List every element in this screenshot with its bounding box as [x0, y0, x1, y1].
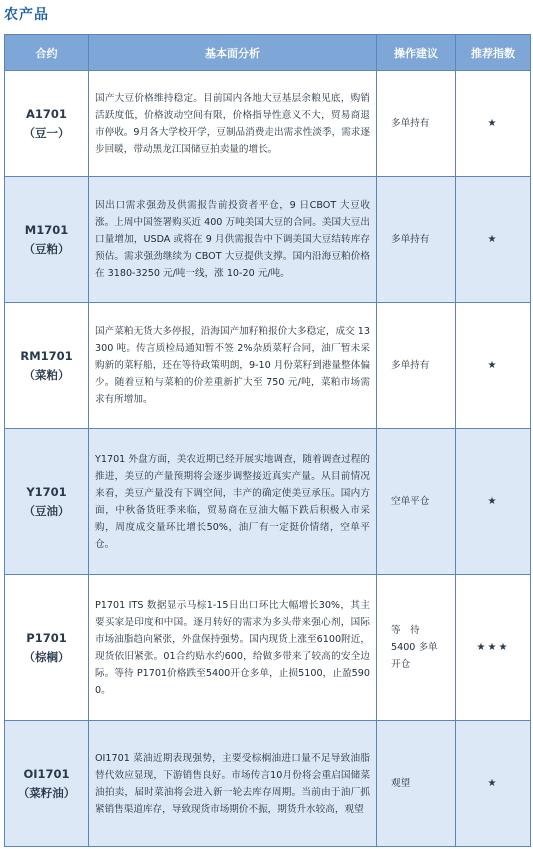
contract-cell: [5, 177, 89, 303]
contract-code: P1701: [26, 630, 67, 645]
table-row: [5, 429, 531, 575]
analysis-cell: OI1701 菜油近期表现强势，主要受棕榈油进口量不足导致油脂替代效应显现，下游销售良好。市场传言10月份将会重启国储菜油拍卖，届时菜油将会进入新一轮去库存周期。当前由于油厂抓紧销售渠道库存，导致现货市场期价不振，期货升水较高，观望: [89, 721, 377, 847]
section-title: 农产品: [4, 7, 49, 23]
header-index: 推荐指数: [456, 35, 531, 71]
table-row: [5, 177, 531, 303]
header-advice: 操作建议: [377, 35, 456, 71]
contract-code: OI1701: [23, 766, 70, 781]
table-row: [5, 71, 531, 177]
star-rating: ★★★: [456, 575, 531, 721]
header-contract: 合约: [5, 35, 89, 71]
contract-cell: [5, 721, 89, 847]
star-rating: ★: [456, 303, 531, 429]
contract-name: （豆一）: [23, 125, 70, 140]
contract-cell: [5, 71, 89, 177]
table-row: [5, 303, 531, 429]
analysis-cell: 因出口需求强劲及供需报告前投资者平仓，9 日CBOT 大豆收涨。上周中国签署购买近 400 万吨美国大豆的合同。美国大豆出口量增加，USDA 或将在 9 月供需报告中下调美国大豆结转库存预估。需求强劲继续为 CBOT 大豆提供支撑。国内沿海豆粕价格在 3180-3250 元/吨一线，涨 10-20 元/吨。: [89, 177, 377, 303]
analysis-cell: 国产菜粕无货大多停报，沿海国产加籽粕报价大多稳定，成交 13300 吨。传言质检局通知暂不签 2%杂质菜籽合同，油厂暂未采购新的菜籽船，还在等待政策明朗，9-10 月份菜籽到港量整体偏少。随着豆粕与菜粕的价差重新扩大至 750 元/吨，菜粕市场需求有所增加。: [89, 303, 377, 429]
contract-name: （棕榈）: [23, 649, 70, 664]
analysis-cell: Y1701 外盘方面，美农近期已经开展实地调查，随着调查过程的推进，美豆的产量预期将会逐步调整接近真实产量。从目前情况来看，美豆产量没有下调空间，丰产的确定使美豆承压。国内方面，中秋备货旺季来临，贸易商在豆油大幅下跌后积极入市采购，周度成交量环比增长50%，油厂有一定挺价情绪，空单平仓。: [89, 429, 377, 575]
contract-name: （豆粕）: [23, 241, 70, 256]
analysis-cell: P1701 ITS 数据显示马棕1-15日出口环比大幅增长30%，其主要买家是印度和中国。逐月转好的需求为多头带来强心剂，国际市场油脂趋向紧张，外盘保持强势。国内现货上涨至6100附近，现货依旧紧张。01合约贴水约600，给做多带来了较高的安全边际。等待 P1701价格跌至5400开仓多单，止损5100，止盈5900。: [89, 575, 377, 721]
advice-cell: 多单持有: [377, 303, 456, 429]
table-row: [5, 721, 531, 847]
advice-cell: 空单平仓: [377, 429, 456, 575]
contract-name: （菜粕）: [23, 367, 70, 382]
table-row: [5, 575, 531, 721]
recommendation-table: [4, 34, 531, 847]
header-analysis: 基本面分析: [89, 35, 377, 71]
star-rating: ★: [456, 177, 531, 303]
contract-cell: [5, 429, 89, 575]
star-rating: ★: [456, 71, 531, 177]
table-header-row: [5, 35, 531, 71]
contract-code: RM1701: [20, 348, 73, 363]
advice-cell: 多单持有: [377, 71, 456, 177]
contract-name: （豆油）: [23, 503, 70, 518]
advice-cell: 观望: [377, 721, 456, 847]
star-rating: ★: [456, 721, 531, 847]
contract-code: M1701: [24, 222, 69, 237]
contract-code: Y1701: [26, 484, 67, 499]
contract-cell: [5, 303, 89, 429]
contract-code: A1701: [26, 106, 67, 121]
contract-name: （菜籽油）: [17, 785, 76, 800]
advice-cell: 多单持有: [377, 177, 456, 303]
contract-cell: [5, 575, 89, 721]
advice-cell: 等 待 5400 多单开仓: [377, 575, 456, 721]
star-rating: ★: [456, 429, 531, 575]
analysis-cell: 国产大豆价格维持稳定。目前国内各地大豆基层余粮见底，购销活跃度低，价格波动空间有限，价格指导性意义不大，贸易商退市停收。9月各大学校开学，豆制品消费走出需求性淡季，需求逐步回暖，带动黑龙江国储豆拍卖量的增长。: [89, 71, 377, 177]
